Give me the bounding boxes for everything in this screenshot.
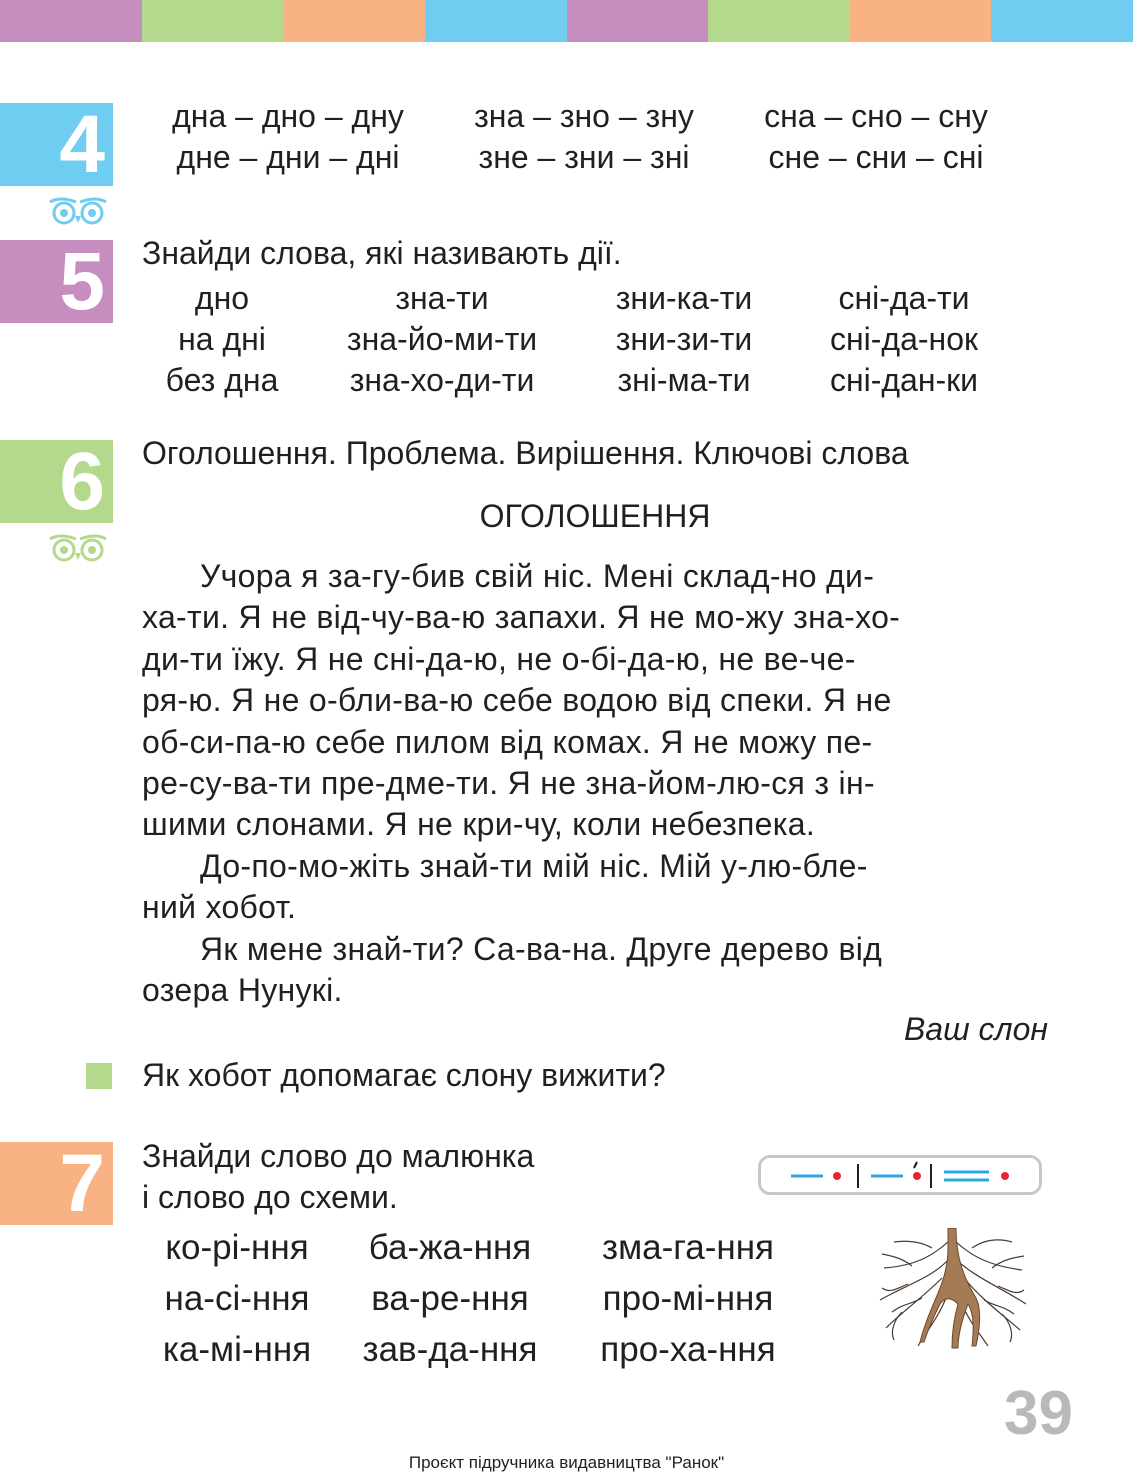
text-line: шими слонами. Я не кри-чу, коли небезпека. — [142, 806, 816, 843]
word-cell: дно — [194, 280, 250, 316]
task-number-7: 7 — [0, 1142, 113, 1225]
color-segment — [425, 0, 567, 42]
text-line: озера Нунукі. — [142, 972, 343, 1009]
text-line: ря-ю. Я не о-бли-ва-ю себе водою від спеки. Я не — [142, 682, 892, 719]
syllable-row-item: зне – зни – зні — [478, 139, 690, 175]
task7-instruction-line2: і слово до схеми. — [142, 1179, 398, 1215]
scheme-diagram — [761, 1158, 1039, 1192]
word-cell: на дні — [178, 321, 266, 357]
word-cell: зна-ти — [395, 280, 489, 316]
syllable-row-item: сна – сно – сну — [764, 98, 988, 134]
color-segment — [991, 0, 1133, 42]
text-line: Учора я за-гу-бив свій ніс. Мені склад-но ди- — [200, 558, 875, 594]
task-number-5: 5 — [0, 240, 113, 323]
text-line: об-си-па-ю себе пилом від комах. Я не можу пе- — [142, 723, 873, 760]
word-cell: ка-мі-ння — [162, 1330, 312, 1369]
task7-instruction-line1: Знайди слово до малюнка — [142, 1138, 535, 1174]
owl-eyes-icon — [46, 196, 110, 226]
word-cell: ва-ре-ння — [371, 1279, 529, 1318]
word-cell: без дна — [165, 362, 279, 398]
color-segment — [283, 0, 425, 42]
text-line: ха-ти. Я не від-чу-ва-ю запахи. Я не мо-жу зна-хо- — [142, 599, 901, 636]
page-number: 39 — [1004, 1379, 1073, 1448]
task7-word-grid — [142, 1222, 808, 1375]
text-line: ди-ти їжу. Я не сні-да-ю, не о-бі-да-ю, не ве-че- — [142, 640, 856, 677]
color-segment — [708, 0, 850, 42]
question-marker — [86, 1063, 112, 1089]
syllable-row-item: дна – дно – дну — [172, 98, 404, 134]
word-cell: сні-дан-ки — [829, 362, 979, 398]
word-cell: сні-да-нок — [829, 321, 979, 357]
top-color-bar — [0, 0, 1133, 42]
syllable-row-item: дне – дни – дні — [176, 139, 400, 175]
word-cell: про-ха-ння — [600, 1330, 776, 1369]
word-cell: зна-хо-ди-ти — [349, 362, 535, 398]
task5-word-grid — [140, 278, 1020, 401]
word-cell: зав-да-ння — [362, 1330, 538, 1369]
color-segment — [142, 0, 284, 42]
syllable-row-item: зна – зно – зну — [474, 98, 694, 134]
task5-instruction: Знайди слова, які називають дії. — [142, 235, 622, 271]
text-line: Як мене знай-ти? Са-ва-на. Друге дерево від — [200, 930, 883, 967]
syllable-scheme — [758, 1155, 1042, 1195]
word-cell: ба-жа-ння — [368, 1228, 532, 1267]
syllable-row-item: сне – сни – сні — [768, 139, 984, 175]
announcement-signature: Ваш слон — [903, 1011, 1048, 1047]
word-cell: зни-зи-ти — [615, 321, 753, 357]
word-cell: зма-га-ння — [602, 1228, 774, 1267]
roots-picture — [872, 1228, 1032, 1353]
word-cell: зні-ма-ти — [617, 362, 751, 398]
word-cell: зна-йо-ми-ти — [346, 321, 538, 357]
announcement-title: ОГОЛОШЕННЯ — [479, 498, 711, 534]
color-segment — [0, 0, 142, 42]
footer-publisher: Проєкт підручника видавництва "Ранок" — [408, 1453, 725, 1472]
word-cell: на-сі-ння — [164, 1279, 310, 1318]
color-segment — [567, 0, 709, 42]
text-line: ний хобот. — [142, 889, 297, 926]
word-cell: сні-да-ти — [838, 280, 970, 316]
word-cell: про-мі-ння — [602, 1279, 774, 1318]
word-cell: зни-ка-ти — [615, 280, 753, 316]
owl-eyes-icon — [46, 533, 110, 563]
text-line: До-по-мо-жіть знай-ти мій ніс. Мій у-лю-бле- — [200, 847, 868, 884]
task4-syllables — [150, 96, 1010, 178]
task6-heading: Оголошення. Проблема. Вирішення. Ключові слова — [142, 435, 909, 471]
word-cell: ко-рі-ння — [165, 1228, 309, 1267]
task6-question: Як хобот допомагає слону вижити? — [142, 1057, 666, 1093]
announcement-text — [142, 556, 1048, 1011]
color-segment — [850, 0, 992, 42]
task-number-4: 4 — [0, 103, 113, 186]
text-line: ре-су-ва-ти пре-дме-ти. Я не зна-йом-лю-ся з ін- — [142, 765, 875, 802]
task-number-6: 6 — [0, 440, 113, 523]
